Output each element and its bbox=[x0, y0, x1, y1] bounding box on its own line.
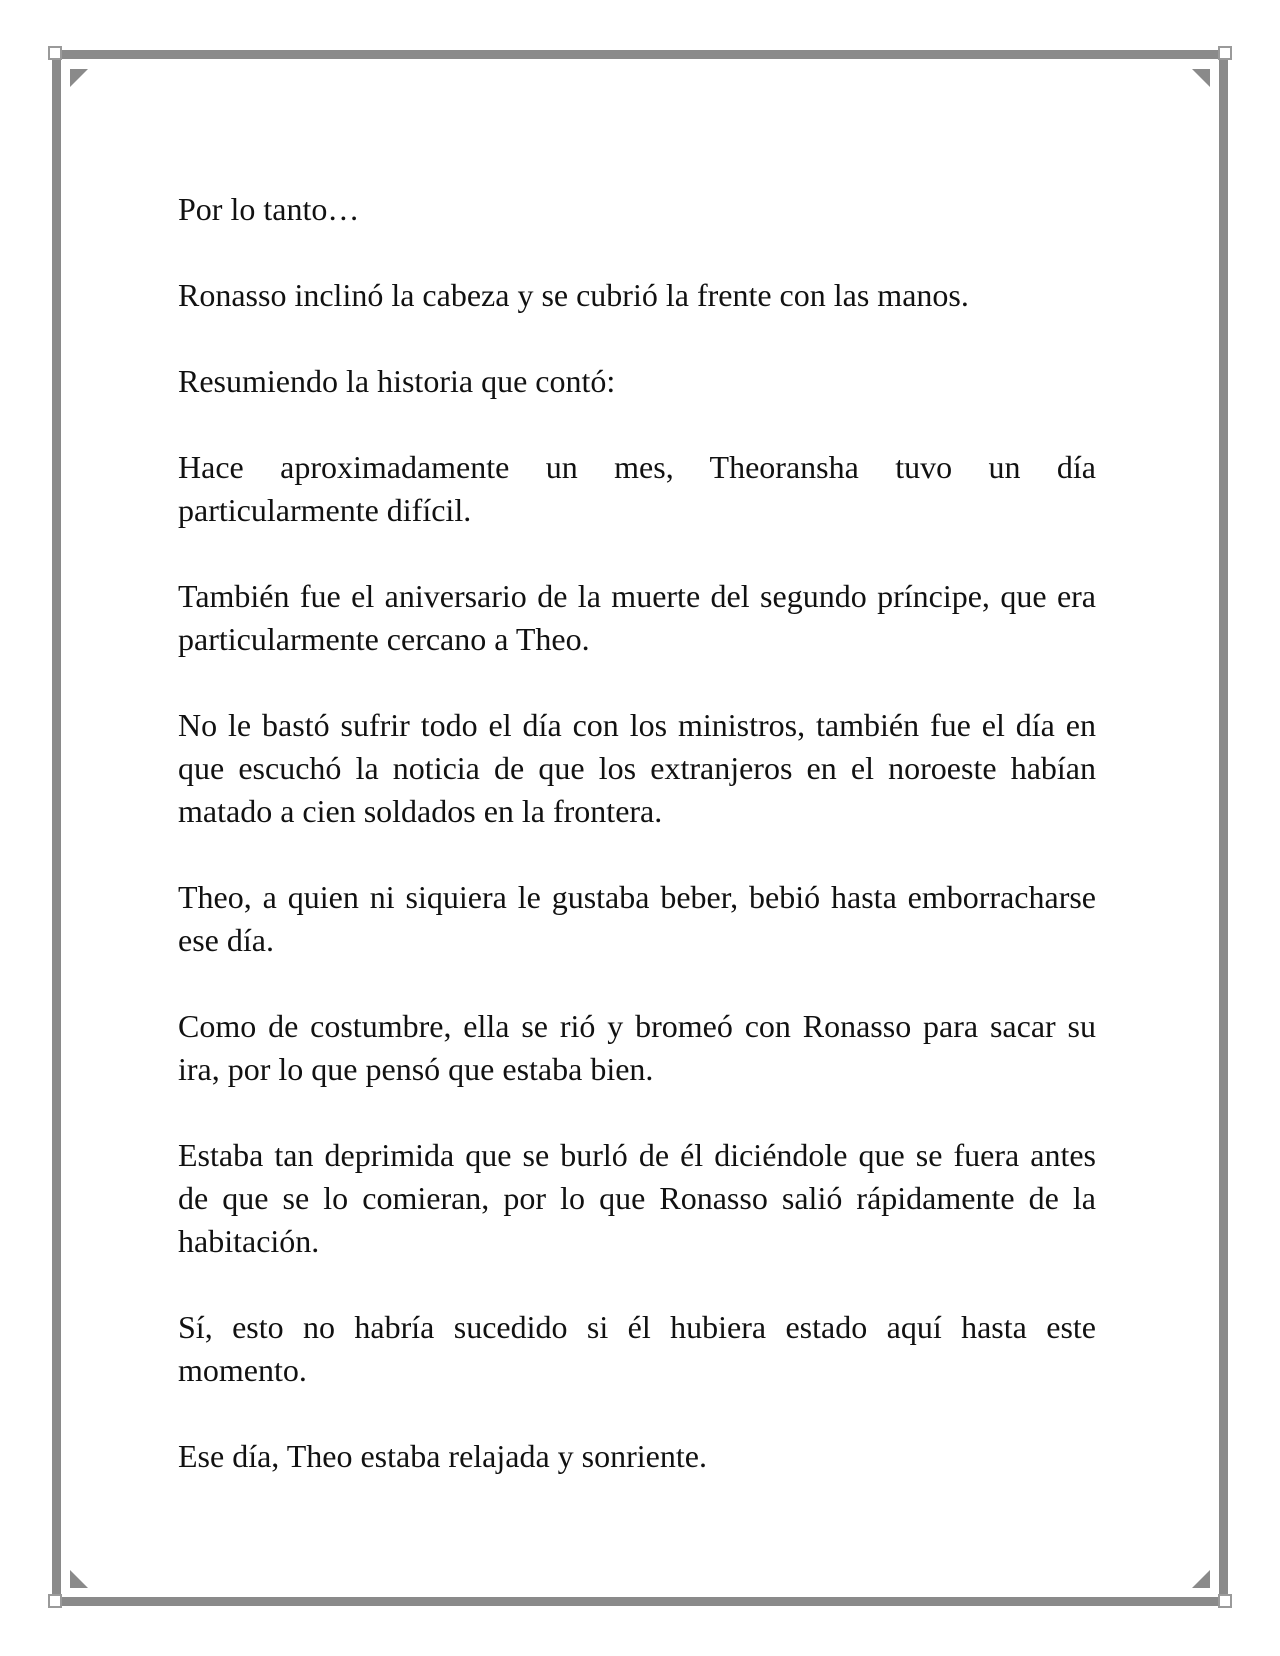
paragraph: Hace aproximadamente un mes, Theoransha tuvo un día particularmente difícil. bbox=[178, 449, 1096, 528]
corner-triangle-top-right bbox=[1192, 69, 1210, 87]
corner-triangle-bottom-left bbox=[70, 1570, 88, 1588]
paragraph: Ese día, Theo estaba relajada y sonriente. bbox=[178, 1438, 707, 1474]
corner-triangle-top-left bbox=[70, 69, 88, 87]
document-body bbox=[178, 188, 1096, 1521]
frame-bottom-border bbox=[52, 1597, 1228, 1606]
corner-ornament-top-left bbox=[48, 46, 62, 60]
paragraph: Como de costumbre, ella se rió y bromeó con Ronasso para sacar su ira, por lo que pensó que estaba bien. bbox=[178, 1008, 1096, 1087]
paragraph: Resumiendo la historia que contó: bbox=[178, 363, 616, 399]
paragraph: Theo, a quien ni siquiera le gustaba beber, bebió hasta emborracharse ese día. bbox=[178, 879, 1096, 958]
frame-left-border bbox=[52, 50, 61, 1606]
corner-ornament-bottom-left bbox=[48, 1594, 62, 1608]
frame-top-border bbox=[52, 50, 1228, 59]
corner-triangle-bottom-right bbox=[1192, 1570, 1210, 1588]
paragraph: Estaba tan deprimida que se burló de él diciéndole que se fuera antes de que se lo comieran, por lo que Ronasso salió rápidamente de la habitación. bbox=[178, 1137, 1096, 1259]
paragraph: Ronasso inclinó la cabeza y se cubrió la frente con las manos. bbox=[178, 277, 969, 313]
paragraph: Sí, esto no habría sucedido si él hubiera estado aquí hasta este momento. bbox=[178, 1309, 1096, 1388]
frame-right-border bbox=[1219, 50, 1228, 1606]
corner-ornament-bottom-right bbox=[1218, 1594, 1232, 1608]
paragraph: Por lo tanto… bbox=[178, 191, 360, 227]
paragraph: También fue el aniversario de la muerte del segundo príncipe, que era particularmente cercano a Theo. bbox=[178, 578, 1096, 657]
corner-ornament-top-right bbox=[1218, 46, 1232, 60]
paragraph: No le bastó sufrir todo el día con los ministros, también fue el día en que escuchó la noticia de que los extranjeros en el noroeste habían matado a cien soldados en la frontera. bbox=[178, 707, 1096, 829]
